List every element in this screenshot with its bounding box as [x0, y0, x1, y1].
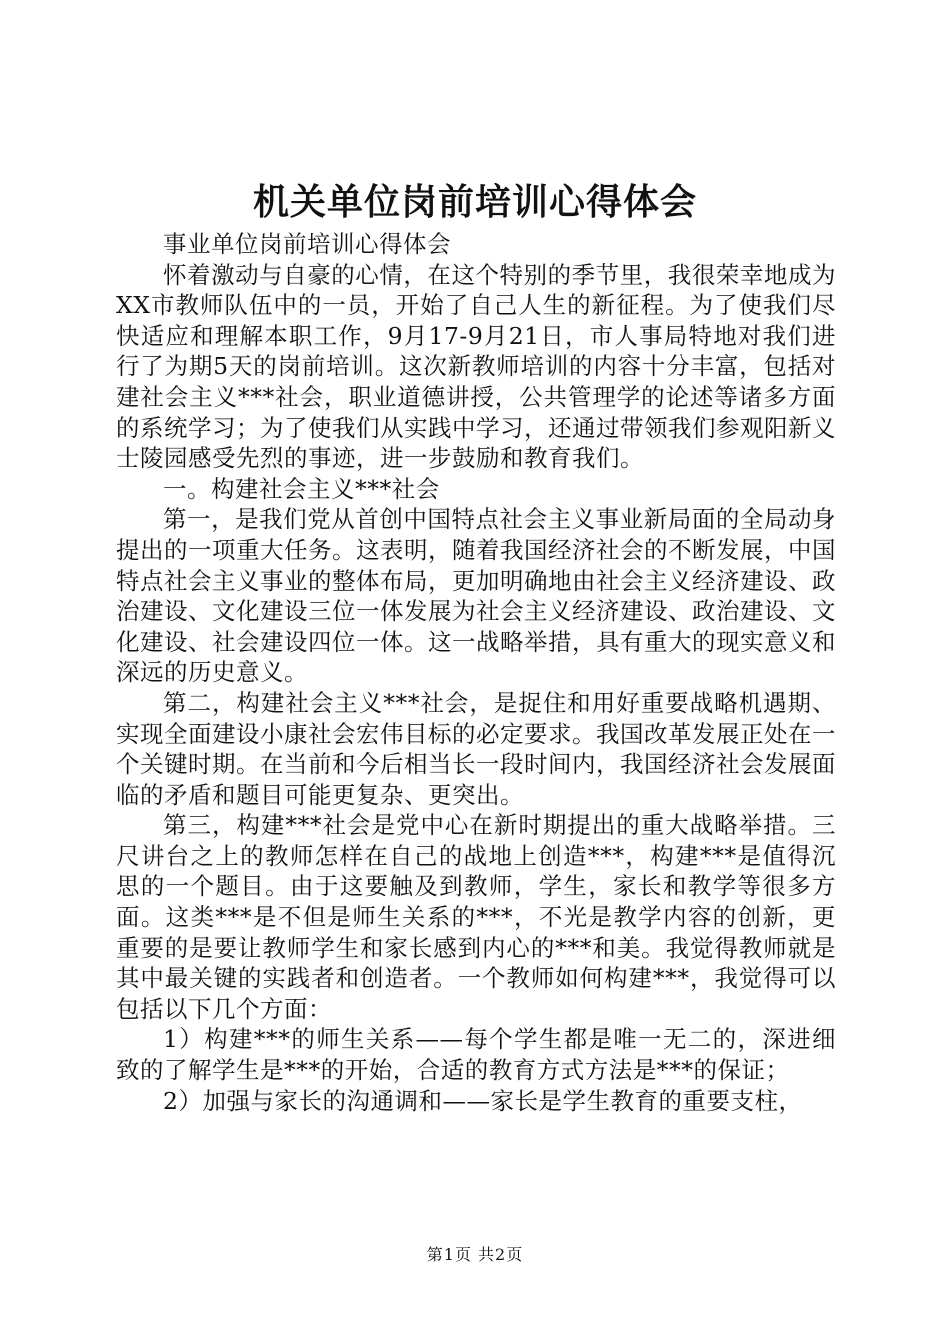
- page-footer: 第1页 共2页: [426, 1245, 524, 1264]
- paragraph-section-heading: 一。构建社会主义***社会: [163, 474, 440, 503]
- paragraph-intro: 怀着激动与自豪的心情，在这个特别的季节里，我很荣幸地成为XX市教师队伍中的一员，开始了自己人生的新征程。为了使我们尽快适应和理解本职工作，9月17-9月21日，市人事局特地对我们进行了为期5天的岗前培训。这次新教师培训的内容十分丰富，包括对建社会主义***社会，职业道德讲授，公共管理学的论述等诸多方面的系统学习；为了使我们从实践中学习，还通过带领我们参观阳新义士陵园感受先烈的事迹，进一步鼓励和教育我们。: [116, 260, 836, 473]
- document-title: 机关单位岗前培训心得体会: [252, 181, 697, 223]
- paragraph-item-1: 1）构建***的师生关系——每个学生都是唯一无二的，深进细致的了解学生是***的开始，合适的教育方式方法是***的保证；: [116, 1025, 836, 1085]
- paragraph-subtitle: 事业单位岗前培训心得体会: [163, 230, 451, 258]
- document-body: [116, 229, 836, 1116]
- paragraph-item-2: 2）加强与家长的沟通调和——家长是学生教育的重要支柱，: [163, 1086, 803, 1115]
- paragraph-first-point: 第一，是我们党从首创中国特点社会主义事业新局面的全局动身提出的一项重大任务。这表明，随着我国经济社会的不断发展，中国特点社会主义事业的整体布局，更加明确地由社会主义经济建设、政治建设、文化建设三位一体发展为社会主义经济建设、政治建设、文化建设、社会建设四位一体。这一战略举措，具有重大的现实意义和深远的历史意义。: [116, 505, 836, 687]
- paragraph-third-point: 第三，构建***社会是党中心在新时期提出的重大战略举措。三尺讲台之上的教师怎样在自己的战地上创造***，构建***是值得沉思的一个题目。由于这要触及到教师，学生，家长和教学等很多方面。这类***是不但是师生关系的***，不光是教学内容的创新，更重要的是要让教师学生和家长感到内心的***和美。我觉得教师就是其中最关键的实践者和创造者。一个教师如何构建***，我觉得可以包括以下几个方面：: [116, 811, 836, 1023]
- paragraph-second-point: 第二，构建社会主义***社会，是捉住和用好重要战略机遇期、实现全面建设小康社会宏伟目标的必定要求。我国改革发展正处在一个关键时期。在当前和今后相当长一段时间内，我国经济社会发展面临的矛盾和题目可能更复杂、更突出。: [116, 688, 836, 809]
